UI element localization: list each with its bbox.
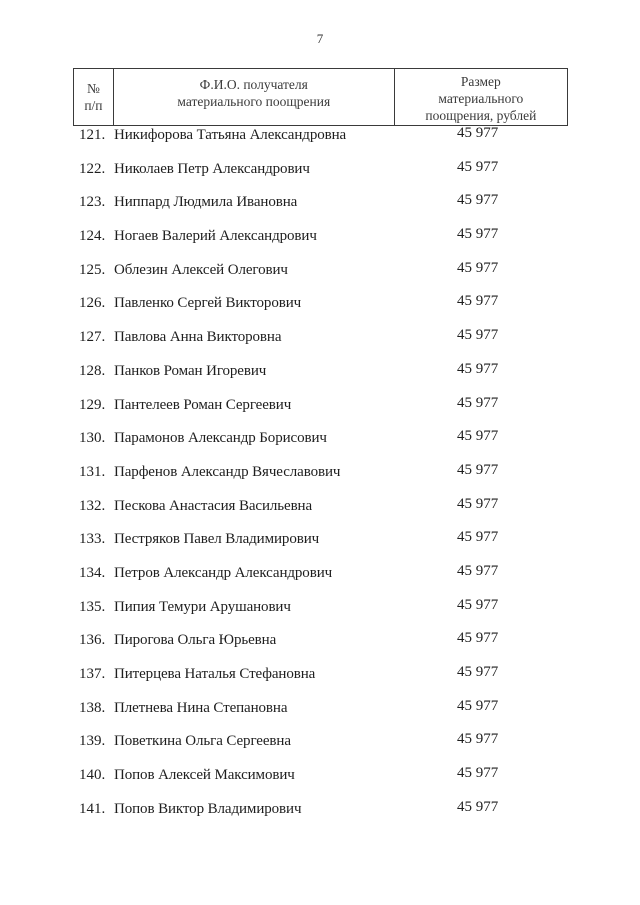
- reward-amount: 45 977: [457, 226, 499, 243]
- recipient-name: Облезин Алексей Олегович: [114, 261, 288, 278]
- reward-amount: 45 977: [457, 529, 499, 546]
- table-row: [0, 227, 640, 261]
- table-row: [0, 261, 640, 295]
- recipient-name: Пестряков Павел Владимирович: [114, 531, 320, 548]
- recipient-name: Парфенов Александр Вячеславович: [114, 463, 341, 480]
- table-row: [0, 396, 640, 430]
- recipient-name: Пипия Темури Арушанович: [114, 598, 291, 615]
- header-amount-column: Размер материального поощрения, рублей: [425, 73, 537, 123]
- table-row: [0, 530, 640, 564]
- reward-amount: 45 977: [457, 731, 499, 748]
- reward-amount: 45 977: [457, 293, 499, 310]
- table-row: [0, 362, 640, 396]
- table-row: [0, 294, 640, 328]
- recipient-name: Павленко Сергей Викторович: [114, 295, 302, 312]
- row-number: 135.: [79, 598, 106, 615]
- recipient-name: Попов Алексей Максимович: [114, 767, 295, 784]
- header-number-column: № п/п: [74, 69, 114, 125]
- recipient-name: Никифорова Татьяна Александровна: [114, 127, 347, 143]
- recipient-name: Панков Роман Игоревич: [114, 362, 267, 379]
- table-row: [0, 631, 640, 665]
- header-name-column: Ф.И.О. получателя материального поощрения: [114, 69, 395, 125]
- table-row: [0, 766, 640, 800]
- table-row: [0, 328, 640, 362]
- reward-amount: 45 977: [457, 596, 499, 613]
- table-row: [0, 699, 640, 733]
- reward-amount: 45 977: [457, 394, 499, 411]
- table-header: [73, 68, 568, 126]
- row-number: 128.: [79, 362, 106, 379]
- row-number: 124.: [79, 228, 106, 245]
- reward-amount: 45 977: [457, 697, 499, 714]
- row-number: 123.: [79, 194, 106, 211]
- table-row: [0, 160, 640, 194]
- row-number: 137.: [79, 666, 106, 682]
- row-number: 131.: [79, 463, 106, 480]
- row-number: 132.: [79, 497, 106, 514]
- page-number: 7: [316, 31, 324, 46]
- row-number: 140.: [79, 767, 106, 784]
- row-number: 139.: [79, 733, 106, 750]
- reward-amount: 45 977: [457, 630, 499, 647]
- row-number: 130.: [79, 430, 106, 447]
- recipient-name: Плетнева Нина Степановна: [114, 699, 288, 716]
- table-row: [0, 193, 640, 227]
- table-row: [0, 732, 640, 766]
- table-row: [0, 497, 640, 531]
- recipient-name: Пантелеев Роман Сергеевич: [114, 396, 292, 413]
- recipients-list: [0, 126, 640, 833]
- row-number: 138.: [79, 699, 106, 716]
- reward-amount: 45 977: [457, 562, 499, 579]
- row-number: 141.: [79, 800, 106, 817]
- reward-amount: 45 977: [457, 765, 499, 782]
- recipient-name: Ниппард Людмила Ивановна: [114, 194, 298, 211]
- reward-amount: 45 977: [457, 259, 499, 276]
- reward-amount: 45 977: [457, 360, 499, 377]
- reward-amount: 45 977: [457, 192, 499, 209]
- table-row: [0, 800, 640, 834]
- recipient-name: Попов Виктор Владимирович: [114, 800, 302, 817]
- recipient-name: Парамонов Александр Борисович: [114, 430, 327, 447]
- recipient-name: Николаев Петр Александрович: [114, 160, 310, 177]
- reward-amount: 45 977: [457, 327, 499, 344]
- reward-amount: 45 977: [457, 158, 499, 175]
- table-row: [0, 126, 640, 160]
- recipient-name: Петров Александр Александрович: [114, 564, 333, 581]
- table-row: [0, 463, 640, 497]
- row-number: 129.: [79, 396, 106, 413]
- table-row: [0, 564, 640, 598]
- row-number: 136.: [79, 632, 106, 649]
- reward-amount: 45 977: [457, 125, 499, 141]
- row-number: 134.: [79, 564, 106, 581]
- table-row: [0, 598, 640, 632]
- row-number: 127.: [79, 329, 106, 346]
- recipient-name: Павлова Анна Викторовна: [114, 329, 282, 346]
- row-number: 126.: [79, 295, 106, 312]
- row-number: 125.: [79, 261, 106, 278]
- row-number: 122.: [79, 160, 106, 177]
- reward-amount: 45 977: [457, 798, 499, 815]
- row-number: 121.: [79, 127, 106, 143]
- table-row: [0, 665, 640, 699]
- recipient-name: Питерцева Наталья Стефановна: [114, 666, 316, 682]
- reward-amount: 45 977: [457, 495, 499, 512]
- reward-amount: 45 977: [457, 428, 499, 445]
- recipient-name: Поветкина Ольга Сергеевна: [114, 733, 291, 750]
- table-row: [0, 429, 640, 463]
- recipient-name: Пескова Анастасия Васильевна: [114, 497, 313, 514]
- recipient-name: Пирогова Ольга Юрьевна: [114, 632, 277, 649]
- row-number: 133.: [79, 531, 106, 548]
- reward-amount: 45 977: [457, 461, 499, 478]
- recipient-name: Ногаев Валерий Александрович: [114, 228, 317, 245]
- reward-amount: 45 977: [457, 664, 499, 680]
